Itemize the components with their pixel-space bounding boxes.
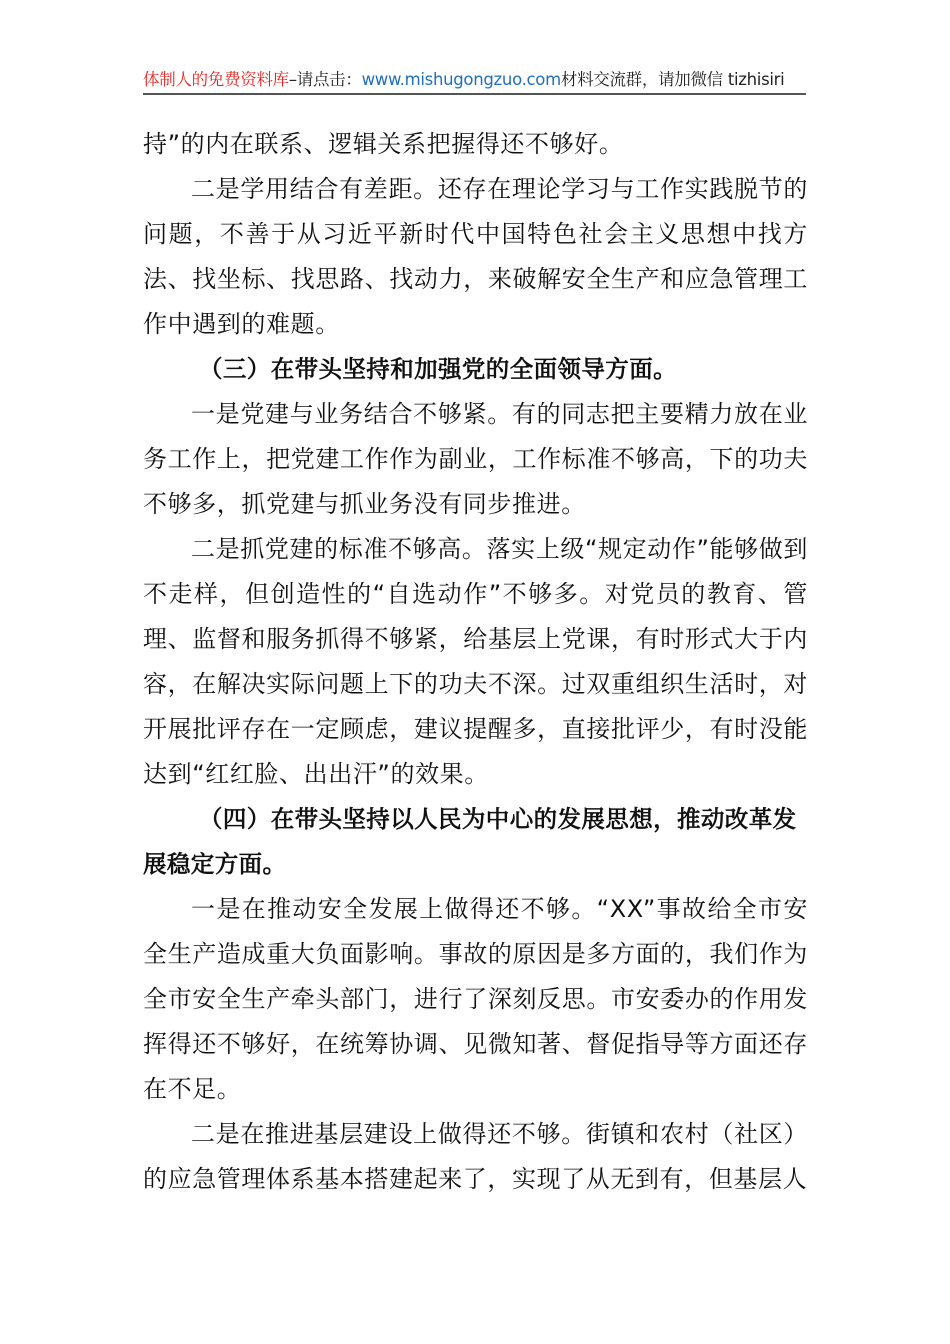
website-link[interactable]: www.mishugongzuo.com — [361, 70, 561, 89]
paragraph: 一是党建与业务结合不够紧。有的同志把主要精力放在业务工作上，把党建工作作为副业，工作标准不够高，下的功夫不够多，抓党建与抓业务没有同步推进。 — [143, 400, 808, 518]
header-suffix: 材料交流群，请加微信 tizhisiri — [560, 70, 785, 89]
section-heading: （四）在带头坚持以人民为中心的发展思想，推动改革发展稳定方面。 — [143, 805, 797, 878]
document-body — [143, 122, 808, 1202]
section-heading: （三）在带头坚持和加强党的全面领导方面。 — [199, 355, 677, 383]
paragraph: 二是学用结合有差距。还存在理论学习与工作实践脱节的问题，不善于从习近平新时代中国特色社会主义思想中找方法、找坐标、找思路、找动力，来破解安全生产和应急管理工作中遇到的难题。 — [143, 175, 808, 338]
header-divider — [143, 93, 806, 95]
paragraph: 二是在推进基层建设上做得还不够。街镇和农村（社区）的应急管理体系基本搭建起来了，实现了从无到有，但基层人 — [143, 1120, 808, 1193]
paragraph: 二是抓党建的标准不够高。落实上级“规定动作”能够做到不走样，但创造性的“自选动作”不够多。对党员的教育、管理、监督和服务抓得不够紧，给基层上党课，有时形式大于内容，在解决实际问题上下的功夫不深。过双重组织生活时，对开展批评存在一定顾虑，建议提醒多，直接批评少，有时没能达到“红红脸、出出汗”的效果。 — [143, 535, 808, 788]
paragraph: 持”的内在联系、逻辑关系把握得还不够好。 — [143, 130, 624, 158]
page-header — [143, 68, 805, 92]
header-prompt: –请点击： — [288, 70, 362, 89]
brand-text: 体制人的免费资料库 — [143, 70, 289, 89]
paragraph: 一是在推动安全发展上做得还不够。“XX”事故给全市安全生产造成重大负面影响。事故的原因是多方面的，我们作为全市安全生产牵头部门，进行了深刻反思。市安委办的作用发挥得还不够好，在统筹协调、见微知著、督促指导等方面还存在不足。 — [143, 895, 808, 1103]
